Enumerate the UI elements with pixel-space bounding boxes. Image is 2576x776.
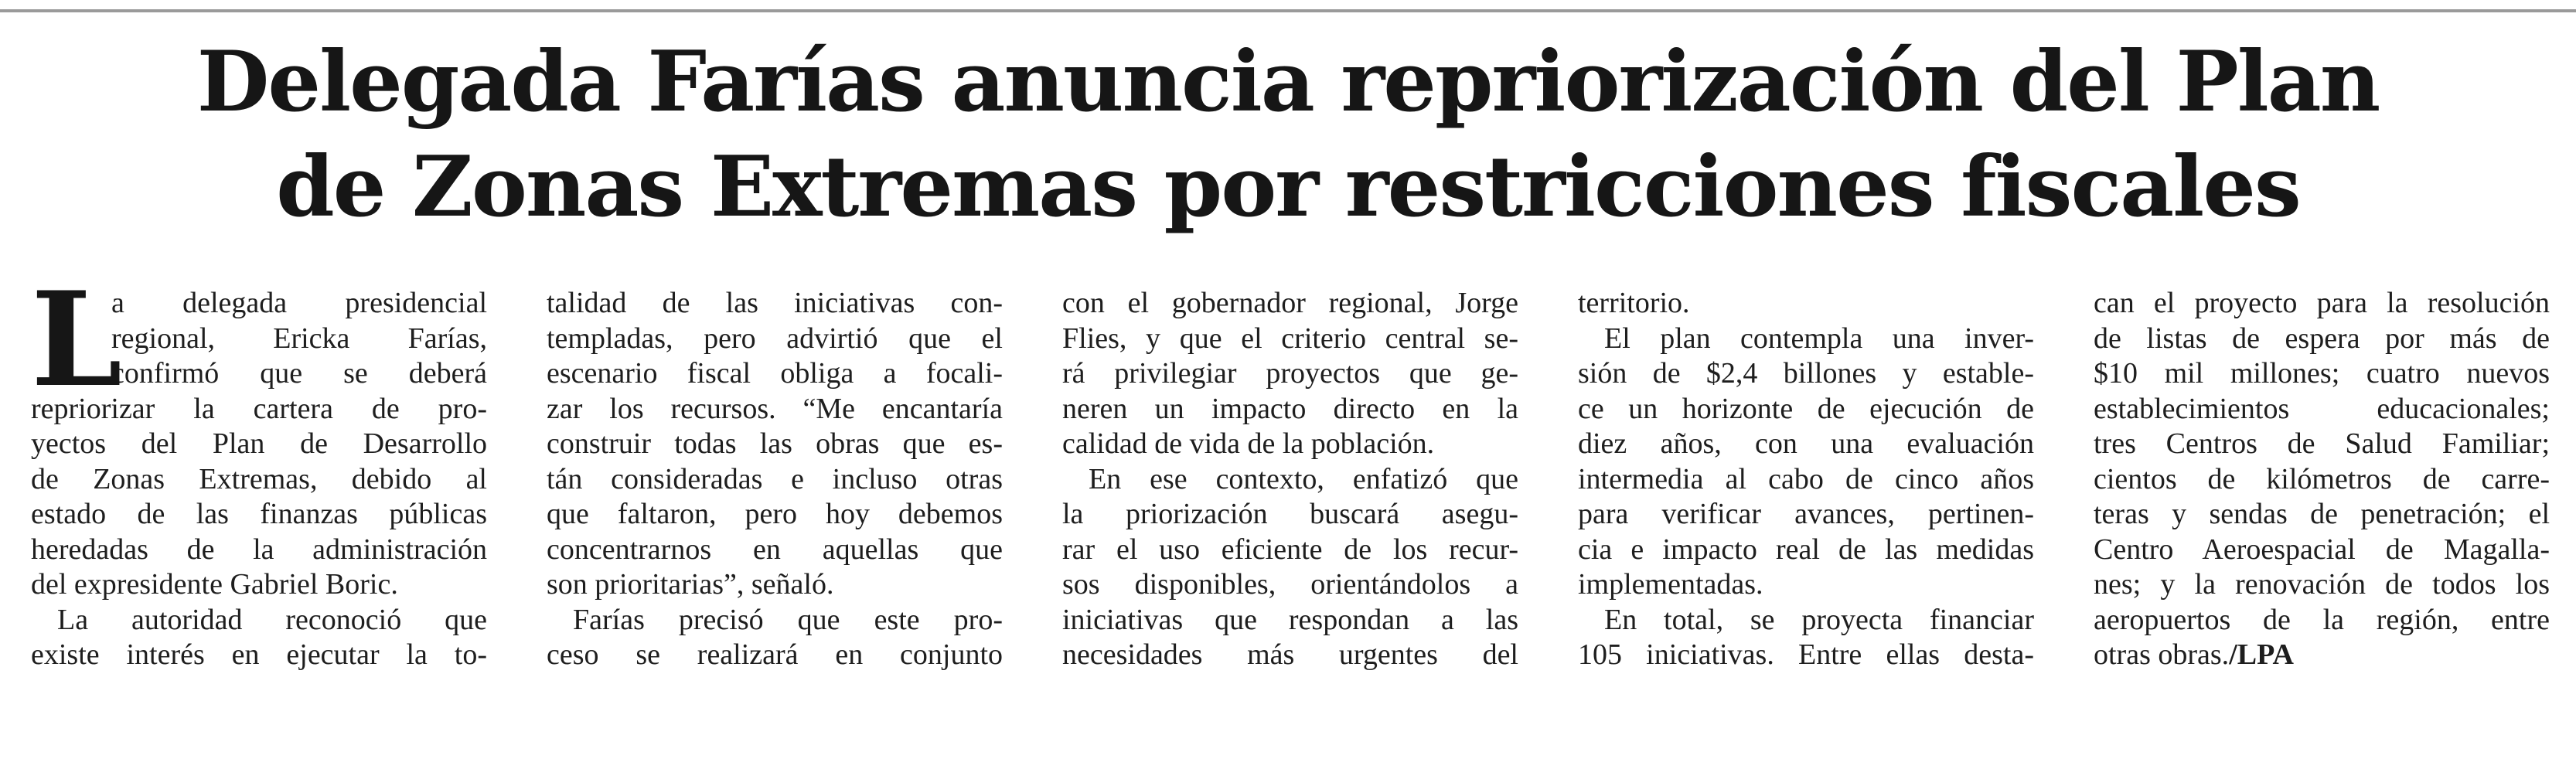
body-line: construir todas las obras que es- bbox=[547, 427, 1003, 460]
body-column-2 bbox=[547, 286, 1003, 773]
closing-text: otras obras. bbox=[2094, 638, 2230, 671]
body-line: nes; y la renovación de todos los bbox=[2094, 568, 2550, 601]
drop-cap: L bbox=[31, 286, 123, 416]
body-line: can el proyecto para la resolución bbox=[2094, 287, 2550, 319]
body-line: $10 mil millones; cuatro nuevos bbox=[2094, 357, 2550, 390]
body-line: Flies, y que el criterio central se- bbox=[1062, 322, 1518, 355]
body-line: de Zonas Extremas, debido al bbox=[31, 462, 487, 495]
body-line: cia e impacto real de las medidas bbox=[1578, 533, 2034, 566]
body-line: La autoridad reconoció que bbox=[57, 603, 487, 636]
body-line: sos disponibles, orientándolos a bbox=[1062, 568, 1518, 601]
headline-line-1: Delegada Farías anuncia repriorización del Plan bbox=[196, 33, 2380, 131]
body-line: rar el uso eficiente de los recur- bbox=[1062, 533, 1518, 566]
body-line: implementadas. bbox=[1578, 568, 1763, 601]
body-line: yectos del Plan de Desarrollo bbox=[31, 427, 487, 460]
body-line: escenario fiscal obliga a focali- bbox=[547, 357, 1003, 390]
body-line: territorio. bbox=[1578, 287, 1690, 319]
body-line: tres Centros de Salud Familiar; bbox=[2094, 427, 2550, 460]
body-line: teras y sendas de penetración; el bbox=[2094, 498, 2550, 530]
body-line: calidad de vida de la población. bbox=[1062, 427, 1435, 460]
body-line: existe interés en ejecutar la to- bbox=[31, 638, 487, 671]
body-line: a delegada presidencial bbox=[111, 287, 487, 319]
body-line-final bbox=[2094, 638, 2550, 673]
body-line: El plan contempla una inver- bbox=[1604, 322, 2034, 355]
body-line: con el gobernador regional, Jorge bbox=[1062, 287, 1518, 319]
body-column-1 bbox=[31, 286, 487, 773]
body-line: templadas, pero advirtió que el bbox=[547, 322, 1003, 355]
body-line: regional, Ericka Farías, bbox=[111, 322, 487, 355]
body-line: cientos de kilómetros de carre- bbox=[2094, 462, 2550, 495]
body-line: establecimientos educacionales; bbox=[2094, 392, 2550, 425]
body-line: que faltaron, pero hoy debemos bbox=[547, 498, 1003, 530]
body-line: heredadas de la administración bbox=[31, 533, 487, 566]
body-line: estado de las finanzas públicas bbox=[31, 498, 487, 530]
body-line: necesidades más urgentes del bbox=[1062, 638, 1518, 671]
body-line: para verificar avances, pertinen- bbox=[1578, 498, 2034, 530]
body-line: tán consideradas e incluso otras bbox=[547, 462, 1003, 495]
author-signoff: /LPA bbox=[2229, 638, 2294, 671]
body-line: aeropuertos de la región, entre bbox=[2094, 603, 2550, 636]
body-line: concentrarnos en aquellas que bbox=[547, 533, 1003, 566]
top-divider-rule bbox=[0, 9, 2576, 12]
body-line: de listas de espera por más de bbox=[2094, 322, 2550, 355]
body-column-3 bbox=[1062, 286, 1518, 773]
body-line: son prioritarias”, señaló. bbox=[547, 568, 834, 601]
body-line: Farías precisó que este pro- bbox=[573, 603, 1003, 636]
headline-line-2: de Zonas Extremas por restricciones fiscales bbox=[276, 138, 2300, 236]
body-line: zar los recursos. “Me encantaría bbox=[547, 392, 1003, 425]
article-body bbox=[31, 286, 2551, 773]
body-line: intermedia al cabo de cinco años bbox=[1578, 462, 2034, 495]
body-line: En total, se proyecta financiar bbox=[1604, 603, 2034, 636]
body-line: sión de $2,4 billones y estable- bbox=[1578, 357, 2034, 390]
body-line: ceso se realizará en conjunto bbox=[547, 638, 1003, 671]
body-line: del expresidente Gabriel Boric. bbox=[31, 568, 398, 601]
body-line: iniciativas que respondan a las bbox=[1062, 603, 1518, 636]
body-line: rá privilegiar proyectos que ge- bbox=[1062, 357, 1518, 390]
body-line: En ese contexto, enfatizó que bbox=[1089, 462, 1518, 495]
body-line: neren un impacto directo en la bbox=[1062, 392, 1518, 425]
body-line: repriorizar la cartera de pro- bbox=[31, 392, 487, 425]
body-line: la priorización buscará asegu- bbox=[1062, 498, 1518, 530]
body-line: ce un horizonte de ejecución de bbox=[1578, 392, 2034, 425]
body-column-5 bbox=[2094, 286, 2550, 773]
body-line: confirmó que se deberá bbox=[111, 357, 487, 390]
body-column-4 bbox=[1578, 286, 2034, 773]
body-line: talidad de las iniciativas con- bbox=[547, 287, 1003, 319]
article-headline bbox=[0, 29, 2576, 240]
body-line: 105 iniciativas. Entre ellas desta- bbox=[1578, 638, 2034, 671]
body-line: diez años, con una evaluación bbox=[1578, 427, 2034, 460]
body-line: Centro Aeroespacial de Magalla- bbox=[2094, 533, 2550, 566]
